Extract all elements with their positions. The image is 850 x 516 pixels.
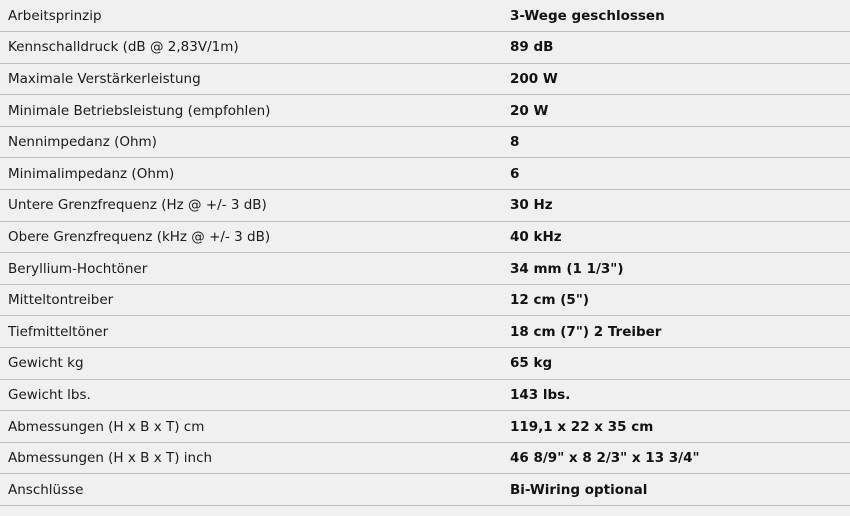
- spec-label: Tiefmitteltöner: [0, 316, 502, 348]
- table-row: [0, 0, 850, 32]
- spec-value: 40 kHz: [502, 221, 850, 253]
- table-row: [0, 442, 850, 474]
- table-row: [0, 348, 850, 380]
- spec-value: 12 cm (5"): [502, 284, 850, 316]
- spec-value: 46 8/9" x 8 2/3" x 13 3/4": [502, 442, 850, 474]
- spec-value: 3-Wege geschlossen: [502, 0, 850, 32]
- table-row: [0, 63, 850, 95]
- table-row: [0, 95, 850, 127]
- spec-label: Mitteltontreiber: [0, 284, 502, 316]
- spec-value: 89 dB: [502, 32, 850, 64]
- spec-value: 20 W: [502, 95, 850, 127]
- spec-label: Abmessungen (H x B x T) cm: [0, 411, 502, 443]
- spec-value: 6: [502, 158, 850, 190]
- table-row: [0, 284, 850, 316]
- table-row: [0, 126, 850, 158]
- spec-value: Bi-Wiring optional: [502, 474, 850, 506]
- spec-value: 30 Hz: [502, 190, 850, 222]
- spec-value: 34 mm (1 1/3"): [502, 253, 850, 285]
- spec-label: Gewicht kg: [0, 348, 502, 380]
- table-row: [0, 253, 850, 285]
- table-row: [0, 411, 850, 443]
- spec-label: Kennschalldruck (dB @ 2,83V/1m): [0, 32, 502, 64]
- spec-value: 119,1 x 22 x 35 cm: [502, 411, 850, 443]
- table-row: [0, 474, 850, 506]
- spec-label: Maximale Verstärkerleistung: [0, 63, 502, 95]
- spec-label: Beryllium-Hochtöner: [0, 253, 502, 285]
- spec-label: Minimale Betriebsleistung (empfohlen): [0, 95, 502, 127]
- spec-label: Nennimpedanz (Ohm): [0, 126, 502, 158]
- table-row: [0, 32, 850, 64]
- spec-label: Minimalimpedanz (Ohm): [0, 158, 502, 190]
- spec-label: Obere Grenzfrequenz (kHz @ +/- 3 dB): [0, 221, 502, 253]
- spec-value: 143 lbs.: [502, 379, 850, 411]
- table-row: [0, 379, 850, 411]
- spec-label: Untere Grenzfrequenz (Hz @ +/- 3 dB): [0, 190, 502, 222]
- table-row: [0, 221, 850, 253]
- spec-value: 18 cm (7") 2 Treiber: [502, 316, 850, 348]
- spec-value: 200 W: [502, 63, 850, 95]
- spec-label: Gewicht lbs.: [0, 379, 502, 411]
- spec-label: Abmessungen (H x B x T) inch: [0, 442, 502, 474]
- spec-label: Anschlüsse: [0, 474, 502, 506]
- table-row: [0, 158, 850, 190]
- spec-label: Arbeitsprinzip: [0, 0, 502, 32]
- table-row: [0, 316, 850, 348]
- table-row: [0, 190, 850, 222]
- spec-value: 65 kg: [502, 348, 850, 380]
- spec-value: 8: [502, 126, 850, 158]
